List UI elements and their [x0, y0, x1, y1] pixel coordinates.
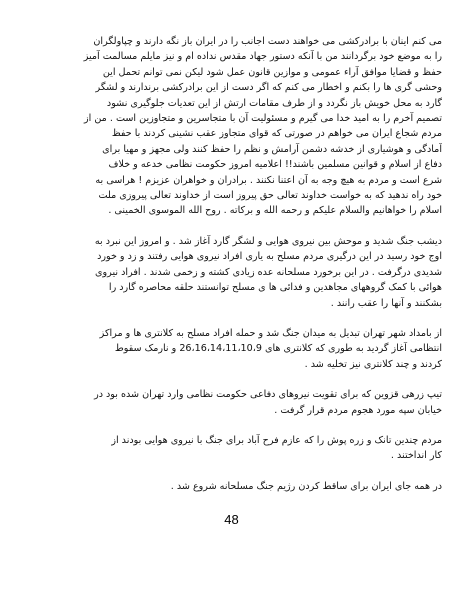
text-line: حفظ و قضایا موافق آراء عمومی و موازین قانون عمل شود لیکن نمی توانم تحمل این	[102, 66, 442, 78]
text-line: شرع است و مردم به هیچ وجه به آن اعتنا نکنند . برادران و خواهران عزیزم ! هراسی به	[95, 174, 442, 186]
text-line: دفاع از اسلام و قوانین مسلمین باشند!! اعلامیه امروز حکومت نظامی خدعه و خلاف	[108, 159, 442, 171]
paragraph-police-stations	[28, 326, 442, 372]
text-line: کردند و چند کلانتری نیز تخلیه شد .	[304, 358, 442, 370]
text-line: اوج خود رسید در این درگیری مردم مسلح به یاری افراد نیروی هوایی رفتند و زد و خورد	[97, 251, 442, 263]
text-line: بشکنند و آنها را عقب رانند .	[330, 297, 442, 309]
text-line: دیشب جنگ شدید و موحش بین نیروی هوایی و لشگر گارد آغاز شد . و امروز این نبرد به	[94, 235, 442, 247]
paragraph-qazvin-brigade	[28, 387, 442, 418]
text-line: هوائی با کمک گروههای مجاهدین و فدائی ها ی مسلح توانستند حلقه محاصره گارد را	[108, 282, 442, 294]
paragraph-air-force-battle	[28, 234, 442, 311]
document-body	[28, 34, 442, 494]
text-line: انتظامی آغاز گردید به طوری که کلانتری های 26،16،14،11،10،9 و نارمک سقوط	[114, 343, 442, 355]
text-line: شدیدی درگرفت . در این برخورد مسلحانه عده زیادی کشته و زخمی شدند . افراد نیروی	[95, 266, 442, 278]
text-line: مردم شجاع ایران می خواهم در صورتی که قوای متجاوز عقب نشینی کردند با حفظ	[111, 128, 442, 140]
text-line: از بامداد شهر تهران تبدیل به میدان جنگ شد و حمله افراد مسلح به کلانتری ها و مراکز	[99, 327, 442, 339]
text-line: تیپ زرهی قزوین که برای تقویت نیروهای دفاعی حکومت نظامی وارد تهران شده بود در	[94, 389, 442, 401]
text-line: مردم چندین تانک و زره پوش را که عازم فرح آباد برای جنگ با نیروی هوایی بودند از	[111, 434, 442, 446]
text-line: می کنم اینان با برادرکشی می خواهند دست اجانب را در ایران باز نگه دارند و چپاولگران	[93, 36, 442, 47]
text-line: آمادگی و هوشیاری از خدشه دشمن آرامش و نظم را حفظ کنند ولی مجهز و مهیا برای	[102, 143, 442, 155]
text-line: تصمیم آخرم را به امید خدا می گیرم و مسئولیت آن با متجاسرین و متجاوزین است . من از	[84, 113, 442, 125]
text-line: گارد به محل خویش باز نگردد و از طرف مقامات ارتش از این تعدیات جلوگیری نشود	[106, 97, 442, 109]
text-line: اسلام را خواهانیم والسلام علیکم و رحمه الله و برکاته . روح الله الموسوی الخمینی .	[108, 205, 442, 217]
page-number: 48	[224, 512, 239, 527]
text-line: را به موضع خود برگردانند من با آنکه دستور جهاد مقدس نداده ام و نیز مایلم مسالمت آمیز	[83, 51, 442, 63]
text-line: کار انداختند .	[390, 450, 442, 462]
text-line: وحشی گری ها را بکنم و اخطار می کنم که اگر دست از این برادرکشی برندارند و لشگر	[95, 82, 442, 94]
paragraph-khomeini-declaration	[28, 34, 442, 219]
text-line: خود راه ندهید که به خواست خداوند تعالی حق پیروز است از خداوند تعالی پیروزی ملت	[98, 190, 442, 202]
paragraph-tanks-disabled	[28, 433, 442, 464]
paragraph-armed-struggle	[28, 479, 442, 494]
text-line: در همه جای ایران برای ساقط کردن رژیم جنگ مسلحانه شروع شد .	[170, 480, 442, 492]
text-line: خیابان سپه مورد هجوم مردم قرار گرفت .	[274, 404, 442, 416]
